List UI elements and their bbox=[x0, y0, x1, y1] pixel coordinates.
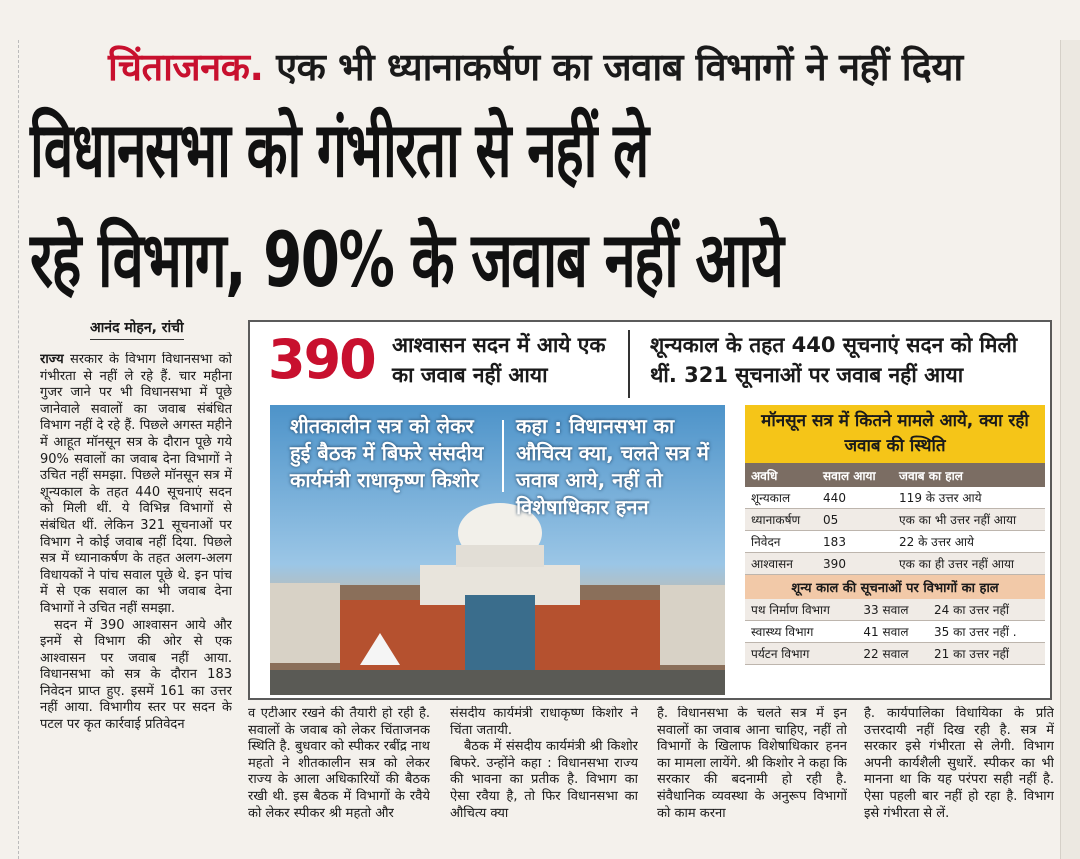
table-cell: एक का भी उत्तर नहीं आया bbox=[893, 509, 1045, 531]
table-cell: शून्यकाल bbox=[745, 487, 817, 509]
table-cell: 35 का उत्तर नहीं . bbox=[928, 621, 1045, 643]
headline-line1: विधानसभा को गंभीरता से नहीं ले bbox=[30, 105, 648, 194]
paragraph: सदन में 390 आश्वासन आये और इनमें से विभाग की ओर से एक आश्वासन पर जवाब नहीं आया. विधानसभा को सत्र के दौरान 183 निवेदन प्राप्त हुए. इसमें 161 का उत्तर नहीं आया. विभागीय स्तर पर सदन के पटल पर कृत कार्रवाई प्रतिवेदन bbox=[40, 617, 232, 733]
article-column-3 bbox=[450, 706, 638, 856]
paragraph: व एटीआर रखने की तैयारी हो रही है. सवालों के जवाब को लेकर चिंताजनक स्थिति है. बुधवार को स्पीकर रबींद्र नाथ महतो ने शीतकालीन सत्र को लेकर राज्य के आला अधिकारियों की बैठक रखी थी. इस बैठक में विभागों के रवैये को लेकर स्पीकर श्री महतो और bbox=[248, 706, 430, 821]
table-cell: 119 के उत्तर आये bbox=[893, 487, 1045, 509]
table-row bbox=[745, 487, 1045, 509]
table-row bbox=[745, 531, 1045, 553]
table-cell: 390 bbox=[817, 553, 893, 575]
session-stats-table bbox=[745, 463, 1045, 575]
table-cell: ध्यानाकर्षण bbox=[745, 509, 817, 531]
table-cell: 183 bbox=[817, 531, 893, 553]
table-header: सवाल आया bbox=[817, 463, 893, 487]
table-cell: 21 का उत्तर नहीं bbox=[928, 643, 1045, 665]
table-cell: 41 सवाल bbox=[857, 621, 928, 643]
stat-assurances: आश्वासन सदन में आये एक का जवाब नहीं आया bbox=[392, 333, 606, 387]
article-column-5 bbox=[864, 706, 1054, 856]
department-stats-table bbox=[745, 599, 1045, 665]
article-column-1 bbox=[40, 352, 232, 857]
table-cell: एक का ही उत्तर नहीं आया bbox=[893, 553, 1045, 575]
big-number: 390 bbox=[268, 328, 375, 391]
headline-line2: रहे विभाग, 90% के जवाब नहीं आये bbox=[30, 215, 783, 304]
table-row bbox=[745, 599, 1045, 621]
table-cell: 05 bbox=[817, 509, 893, 531]
table-header: अवधि bbox=[745, 463, 817, 487]
table-cell: स्वास्थ्य विभाग bbox=[745, 621, 857, 643]
paragraph: बैठक में संसदीय कार्यमंत्री श्री किशोर बिफरे. उन्होंने कहा : विधानसभा राज्य की भावना का प्रतीक है. विभाग का ऐसा रवैया है, तो फिर विधानसभा का औचित्य क्या bbox=[450, 739, 638, 821]
paragraph: सरकार के विभाग विधानसभा को गंभीरता से नहीं ले रहे हैं. चार महीना गुजर जाने पर भी विधानसभा में पूछे जानेवाले सवालों का जवाब संबंधित विभाग नहीं दे रहे हैं. पिछले अगस्त महीने में आहूत मॉनसून सत्र के दौरान पूछे गये 90% सवालों का जवाब देना विभागों ने उचित नहीं समझा. पिछले मॉनसून सत्र में शून्यकाल के तहत 440 सूचनाएं सदन को मिली थीं. ये विभिन्न विभागों से संबंधित थीं. लेकिन 321 सूचनाओं पर विभाग ने कोई जवाब नहीं दिया. पिछले सत्र में ध्यानाकर्षण के तहत अलग-अलग विधायकों ने पांच सवाल पूछे थे. इन पांच में से एक सवाल का भी जवाब देना विभागों ने उचित नहीं समझा. bbox=[40, 352, 232, 616]
table-cell: 24 का उत्तर नहीं bbox=[928, 599, 1045, 621]
paragraph: है. कार्यपालिका विधायिका के प्रति उत्तरदायी नहीं दिख रही है. सत्र में सरकार इसे गंभीरता से लेगी. विभाग अपनी कार्यशैली सुधारें. स्पीकर का भी मानना था कि यह परंपरा सही नहीं है. ऐसा पहली बार नहीं हो रहा है. विभाग इसे गंभीरता से लें. bbox=[864, 706, 1054, 821]
kicker-label: चिंताजनक. bbox=[108, 45, 264, 89]
table-subtitle: शून्य काल की सूचनाओं पर विभागों का हाल bbox=[745, 575, 1045, 599]
caption-divider bbox=[502, 420, 504, 492]
table-cell: पर्यटन विभाग bbox=[745, 643, 857, 665]
table-cell: 22 सवाल bbox=[857, 643, 928, 665]
table-row bbox=[745, 553, 1045, 575]
table-cell: आश्वासन bbox=[745, 553, 817, 575]
stat-zero-hour: शून्यकाल के तहत 440 सूचनाएं सदन को मिली थीं. 321 सूचनाओं पर जवाब नहीं आया bbox=[650, 333, 1018, 387]
table-cell: 440 bbox=[817, 487, 893, 509]
adjacent-page-left-edge bbox=[0, 40, 19, 859]
table-title: मॉनसून सत्र में कितने मामले आये, क्या रही जवाब की स्थिति bbox=[745, 405, 1045, 463]
table-cell: पथ निर्माण विभाग bbox=[745, 599, 857, 621]
table-row bbox=[745, 643, 1045, 665]
table-cell: 33 सवाल bbox=[857, 599, 928, 621]
article-column-2 bbox=[248, 706, 430, 856]
photo-caption-left: शीतकालीन सत्र को लेकर हुई बैठक में बिफरे संसदीय कार्यमंत्री राधाकृष्ण किशोर bbox=[290, 414, 484, 492]
table-row bbox=[745, 621, 1045, 643]
monsoon-session-table bbox=[745, 405, 1045, 693]
adjacent-page-right-edge bbox=[1060, 40, 1080, 859]
table-header: जवाब का हाल bbox=[893, 463, 1045, 487]
kicker-text: एक भी ध्यानाकर्षण का जवाब विभागों ने नहीं दिया bbox=[276, 45, 963, 89]
paragraph: है. विधानसभा के चलते सत्र में इन सवालों का जवाब आना चाहिए, नहीं तो विभागों के खिलाफ विशेषाधिकार हनन का मामला लायेंगे. श्री किशोर ने कहा कि सरकार की बदनामी हो रही है. संवैधानिक व्यवस्था के अनुरूप विभागों को काम करना bbox=[657, 706, 847, 821]
table-cell: 22 के उत्तर आये bbox=[893, 531, 1045, 553]
photo-caption-right: कहा : विधानसभा का औचित्य क्या, चलते सत्र में जवाब आये, नहीं तो विशेषाधिकार हनन bbox=[516, 414, 709, 519]
byline: आनंद मोहन, रांची bbox=[90, 318, 184, 340]
article-column-4 bbox=[657, 706, 847, 856]
paragraph: संसदीय कार्यमंत्री राधाकृष्ण किशोर ने चिंता जतायी. bbox=[450, 706, 638, 738]
lead-word: राज्य bbox=[40, 352, 64, 367]
table-row bbox=[745, 509, 1045, 531]
kicker bbox=[108, 40, 963, 92]
table-cell: निवेदन bbox=[745, 531, 817, 553]
divider bbox=[628, 330, 630, 398]
